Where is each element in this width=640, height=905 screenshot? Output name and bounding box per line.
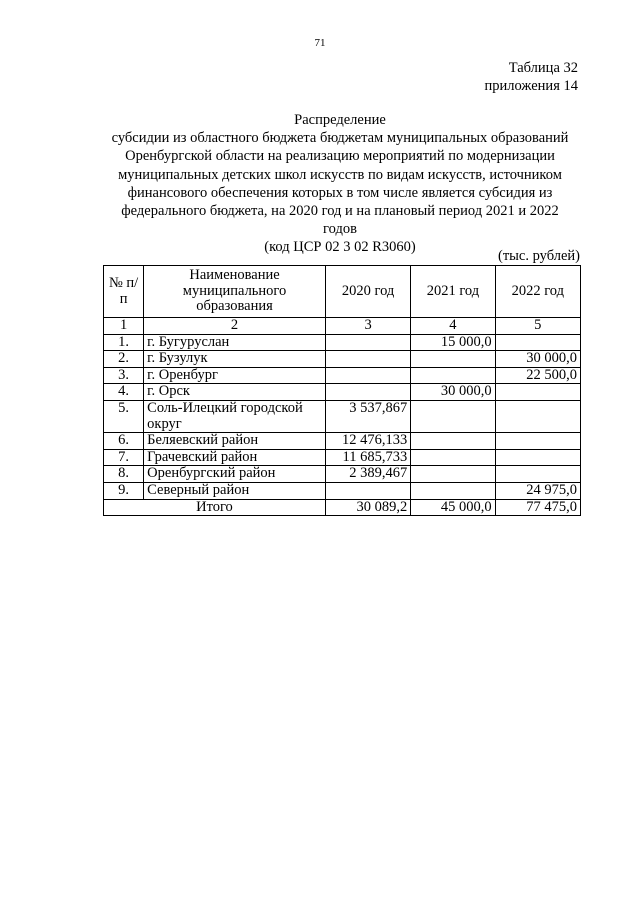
row-2020 [325,367,410,384]
row-name: г. Оренбург [144,367,326,384]
table-row [104,466,581,483]
row-2022 [495,334,580,351]
row-2020: 11 685,733 [325,449,410,466]
total-2022: 77 475,0 [495,499,580,516]
row-2022: 24 975,0 [495,482,580,499]
row-2022 [495,449,580,466]
document-heading [95,111,585,257]
heading-line-3: Оренбургской области на реализацию мероприятий по модернизации [125,148,555,165]
total-label: Итого [104,499,326,516]
row-2021 [411,433,495,450]
row-2021 [411,466,495,483]
table-row [104,482,581,499]
row-2022 [495,433,580,450]
total-2020: 30 089,2 [325,499,410,516]
table-total-row [104,499,581,516]
row-name: Беляевский район [144,433,326,450]
heading-line-6: федерального бюджета, на 2020 год и на плановый период 2021 и 2022 [121,203,559,220]
row-2021: 15 000,0 [411,334,495,351]
page-number: 71 [314,37,326,49]
row-2021 [411,482,495,499]
table-reference [485,59,578,95]
col-number-2: 2 [144,318,326,335]
row-name: Северный район [144,482,326,499]
row-num: 1. [104,334,144,351]
heading-line-4: муниципальных детских школ искусств по видам искусств, источником [118,166,562,183]
total-2021: 45 000,0 [411,499,495,516]
row-num: 6. [104,433,144,450]
header-num: № п/п [104,266,144,318]
row-2021 [411,367,495,384]
row-2020 [325,351,410,368]
row-2020: 3 537,867 [325,400,410,432]
row-num: 5. [104,400,144,432]
header-2020: 2020 год [325,266,410,318]
row-2020 [325,482,410,499]
table-row [104,449,581,466]
row-name: Оренбургский район [144,466,326,483]
heading-line-2: субсидии из областного бюджета бюджетам муниципальных образований [111,130,569,147]
row-2020 [325,334,410,351]
row-name: г. Бугуруслан [144,334,326,351]
table-row [104,384,581,401]
table-ref-line-2: приложения 14 [484,78,578,94]
column-number-row [104,318,581,335]
row-2022 [495,400,580,432]
table-header-row [104,266,581,318]
header-2022: 2022 год [495,266,580,318]
row-name: г. Бузулук [144,351,326,368]
row-name: Соль-Илецкий городской округ [144,400,326,432]
header-name: Наименование муниципального образования [144,266,326,318]
heading-line-7: годов [323,221,357,238]
row-num: 9. [104,482,144,499]
heading-line-1: Распределение [294,112,386,128]
header-2021: 2021 год [411,266,495,318]
subsidy-table [103,265,581,516]
row-num: 7. [104,449,144,466]
table-row [104,334,581,351]
row-num: 8. [104,466,144,483]
row-2021 [411,400,495,432]
row-2022 [495,466,580,483]
row-num: 3. [104,367,144,384]
table-row [104,351,581,368]
row-2022: 22 500,0 [495,367,580,384]
row-2021 [411,351,495,368]
table-ref-line-1: Таблица 32 [508,60,578,76]
row-name: г. Орск [144,384,326,401]
row-2020 [325,384,410,401]
col-number-1: 1 [104,318,144,335]
col-number-3: 3 [325,318,410,335]
row-2021 [411,449,495,466]
table-row [104,367,581,384]
row-2022: 30 000,0 [495,351,580,368]
heading-line-5: финансового обеспечения которых в том числе является субсидия из [127,184,553,201]
col-number-4: 4 [411,318,495,335]
units-label: (тыс. рублей) [498,248,580,264]
row-num: 4. [104,384,144,401]
row-2020: 2 389,467 [325,466,410,483]
table-row [104,400,581,432]
row-2022 [495,384,580,401]
row-name: Грачевский район [144,449,326,466]
heading-line-8: (код ЦСР 02 3 02 R3060) [264,239,416,256]
row-2021: 30 000,0 [411,384,495,401]
col-number-5: 5 [495,318,580,335]
row-num: 2. [104,351,144,368]
table-row [104,433,581,450]
row-2020: 12 476,133 [325,433,410,450]
